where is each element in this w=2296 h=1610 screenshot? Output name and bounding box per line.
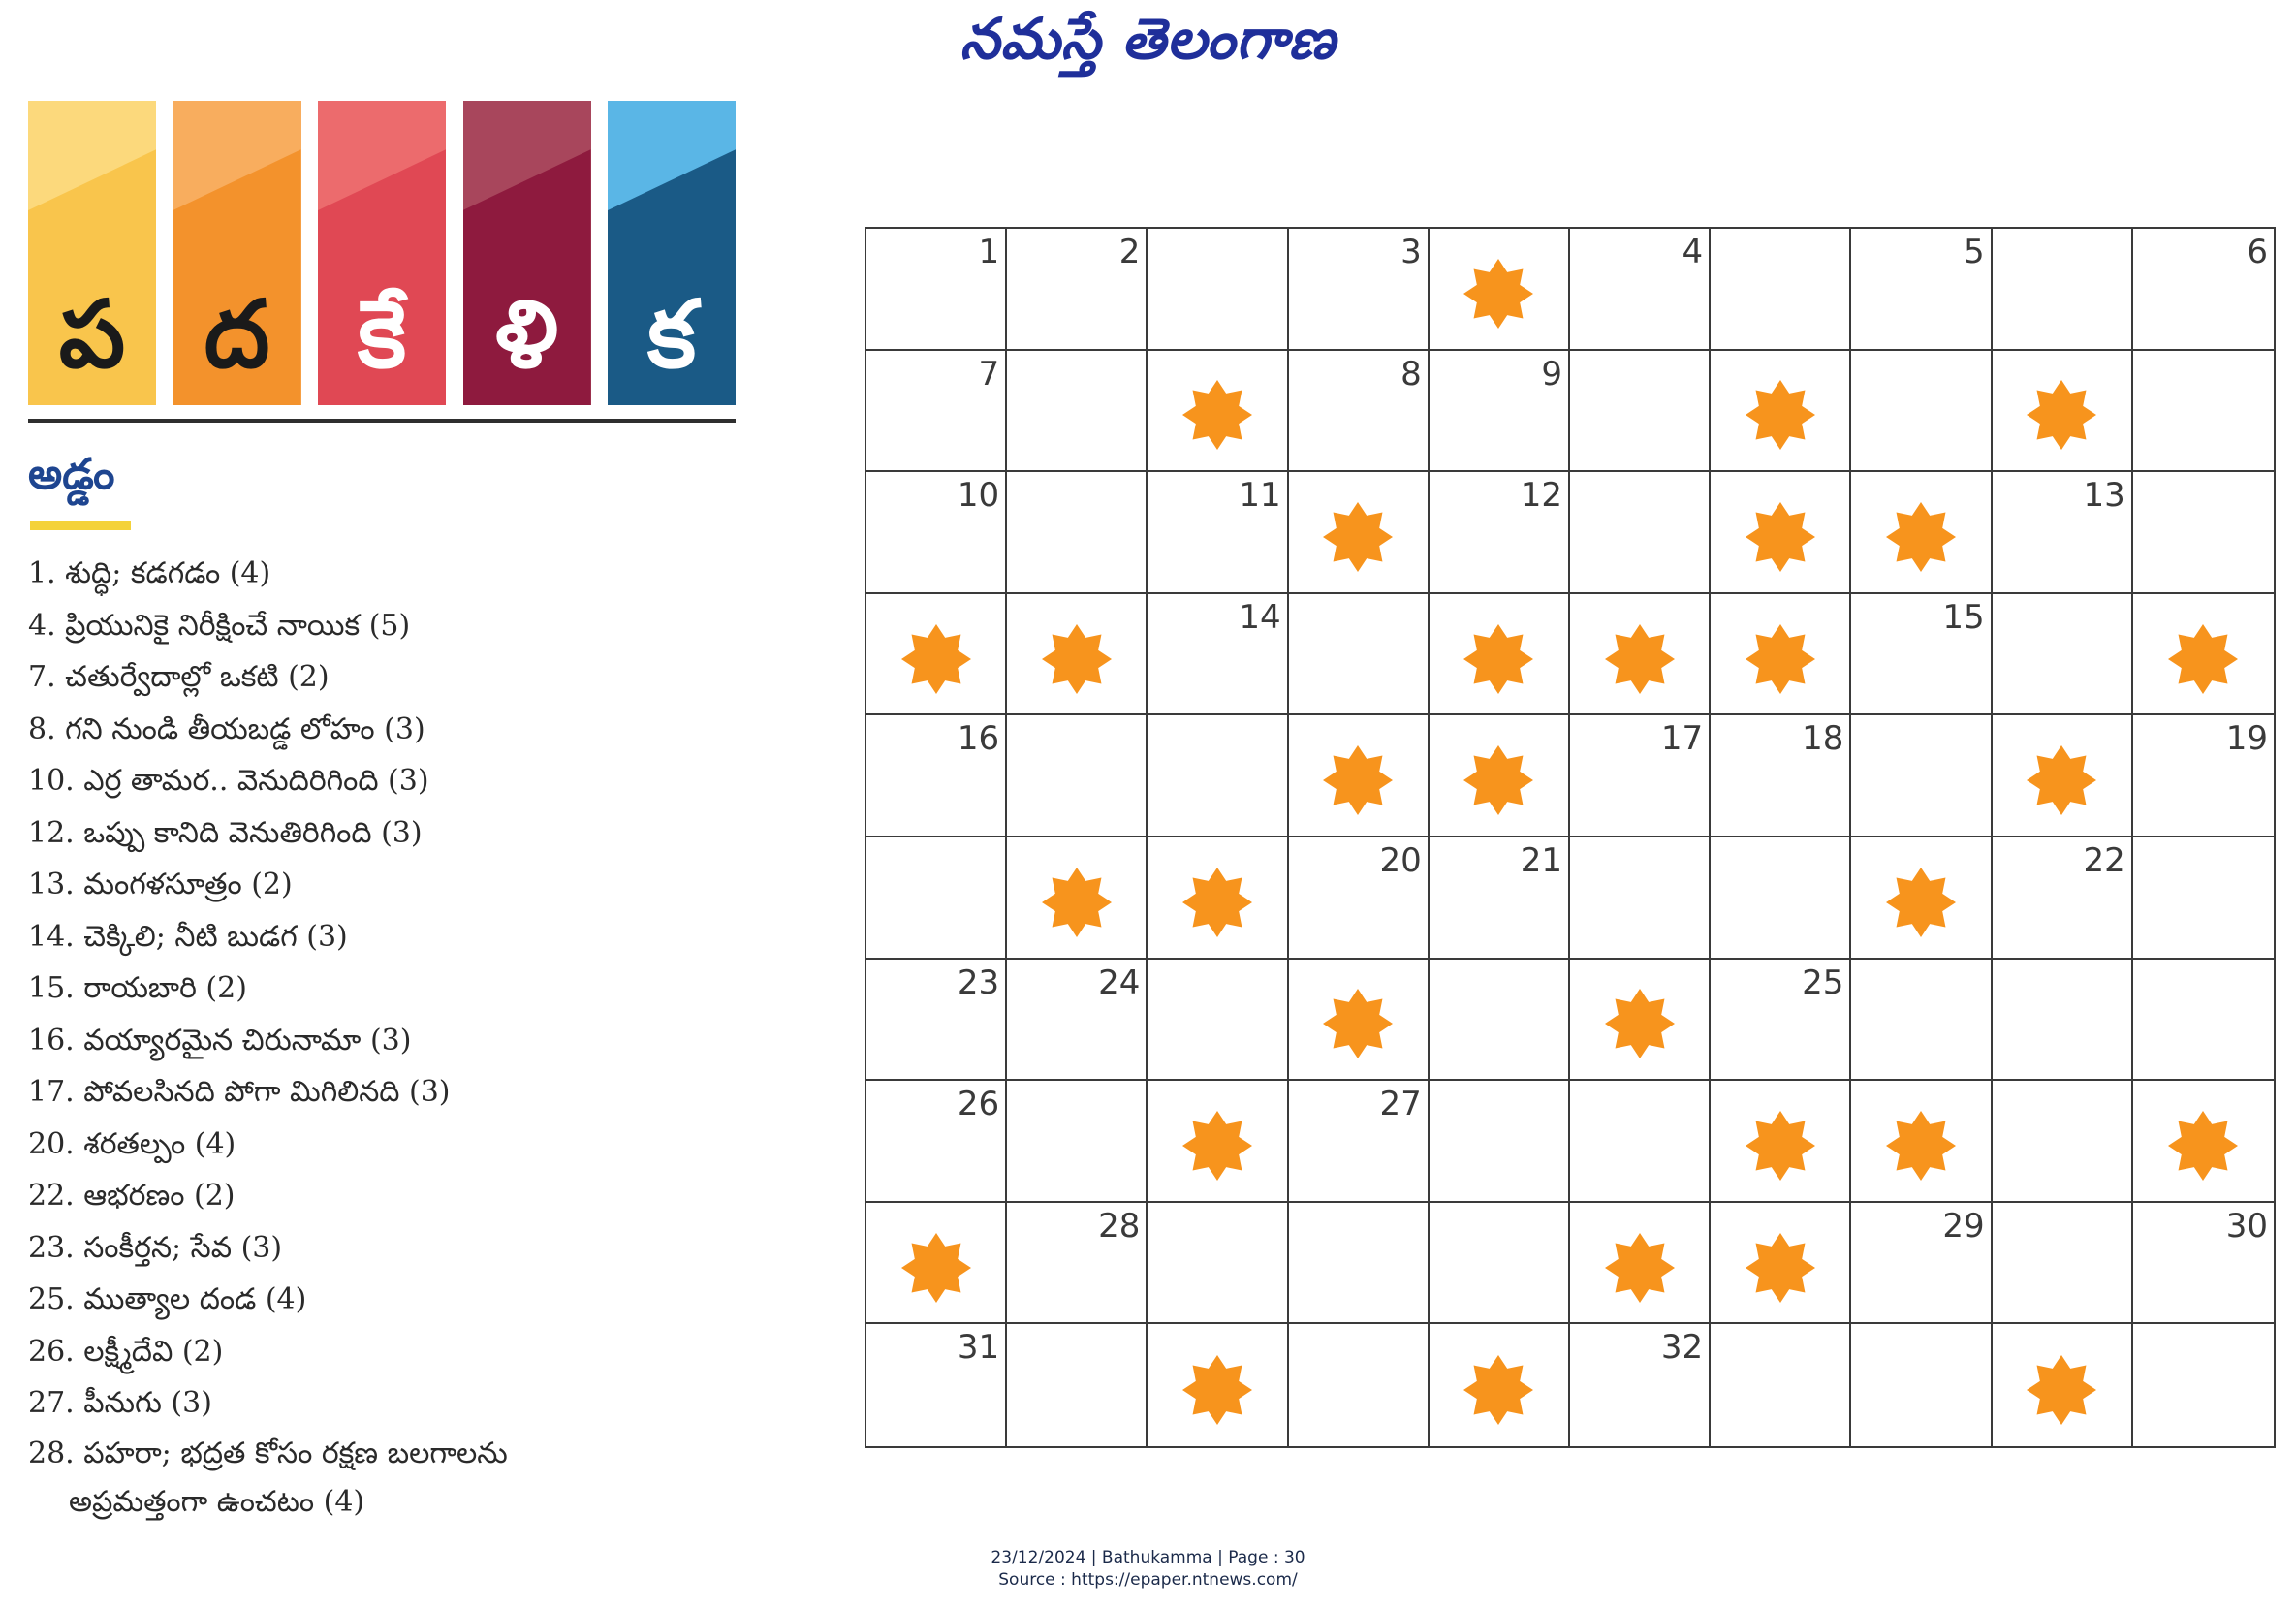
grid-cell-blocked <box>1711 1081 1851 1203</box>
clue-number: 16 <box>957 719 1000 759</box>
across-clue: 12. ఒప్పు కానిది వెనుతిరిగింది (3) <box>28 815 423 850</box>
orange-star-icon <box>1321 743 1395 817</box>
across-clue: 13. మంగళసూత్రం (2) <box>28 868 293 901</box>
grid-cell[interactable] <box>1851 351 1992 473</box>
grid-cell[interactable] <box>1148 1203 1288 1325</box>
orange-star-icon <box>1603 1231 1677 1305</box>
grid-cell[interactable] <box>1007 1324 1148 1446</box>
grid-cell[interactable] <box>1993 472 2133 594</box>
clue-number: 7 <box>978 354 1000 394</box>
grid-cell[interactable] <box>1570 1324 1711 1446</box>
grid-cell[interactable] <box>1289 229 1430 351</box>
footer-source-line: Source : https://epaper.ntnews.com/ <box>998 1570 1298 1590</box>
banner-tile <box>173 101 301 405</box>
orange-star-icon <box>1180 378 1254 452</box>
grid-cell-blocked <box>1570 960 1711 1082</box>
clue-number: 26 <box>957 1085 1000 1124</box>
grid-cell[interactable] <box>1570 1081 1711 1203</box>
grid-cell[interactable] <box>1148 472 1288 594</box>
across-heading-underline <box>30 521 131 530</box>
across-clue: 20. శరతల్పం (4) <box>28 1126 236 1161</box>
grid-cell[interactable] <box>2133 351 2274 473</box>
banner-letter: ద <box>204 280 270 389</box>
grid-cell[interactable] <box>866 229 1007 351</box>
clue-number: 4 <box>1682 233 1704 271</box>
grid-cell[interactable] <box>1993 960 2133 1082</box>
grid-cell[interactable] <box>866 351 1007 473</box>
clue-number: 20 <box>1379 840 1422 880</box>
page-footer <box>0 1547 2296 1592</box>
grid-cell[interactable] <box>1851 229 1992 351</box>
orange-star-icon <box>1884 1109 1958 1183</box>
orange-star-icon <box>1462 743 1535 817</box>
clue-number: 3 <box>1400 233 1422 271</box>
banner-tile <box>608 101 736 405</box>
clue-number: 14 <box>1239 597 1281 637</box>
clue-number: 30 <box>2225 1206 2268 1246</box>
grid-cell[interactable] <box>1007 472 1148 594</box>
grid-cell-blocked <box>1711 472 1851 594</box>
crossword-grid <box>865 227 2276 1448</box>
grid-cell[interactable] <box>1711 837 1851 960</box>
across-clue: 25. ముత్యాల దండ (4) <box>28 1282 307 1316</box>
grid-cell[interactable] <box>1289 351 1430 473</box>
across-clue-list <box>28 548 648 1527</box>
clue-number: 11 <box>1239 476 1281 516</box>
across-clue: 14. చెక్కిలి; నీటి బుడగ (3) <box>28 919 348 954</box>
orange-star-icon <box>1462 1353 1535 1427</box>
grid-cell[interactable] <box>1993 594 2133 716</box>
grid-cell[interactable] <box>1148 229 1288 351</box>
grid-cell-blocked <box>1570 1203 1711 1325</box>
grid-cell-blocked <box>2133 594 2274 716</box>
grid-cell[interactable] <box>2133 715 2274 837</box>
grid-cell[interactable] <box>1993 229 2133 351</box>
banner-letter: ళి <box>495 280 558 389</box>
clue-number: 6 <box>2247 233 2268 271</box>
grid-cell[interactable] <box>1430 837 1570 960</box>
newspaper-masthead: నమస్తే తెలంగాణ <box>959 6 1337 72</box>
clue-number: 17 <box>1660 719 1704 759</box>
footer-date-line: 23/12/2024 | Bathukamma | Page : 30 <box>991 1548 1305 1567</box>
grid-cell[interactable] <box>1007 351 1148 473</box>
across-clue: 28. పహరా; భద్రత కోసం రక్షణ బలగాలను అప్రమత్తంగా ఉంచటం (4) <box>28 1436 508 1519</box>
grid-cell-blocked <box>1430 229 1570 351</box>
orange-star-icon <box>1040 866 1114 939</box>
across-clue: 8. గని నుండి తీయబడ్డ లోహం (3) <box>28 711 425 746</box>
orange-star-icon <box>1884 500 1958 574</box>
orange-star-icon <box>1603 987 1677 1060</box>
grid-cell[interactable] <box>1430 472 1570 594</box>
grid-cell[interactable] <box>1430 1081 1570 1203</box>
clue-number: 27 <box>1379 1085 1422 1124</box>
grid-cell[interactable] <box>2133 1324 2274 1446</box>
orange-star-icon <box>1040 622 1114 696</box>
grid-cell[interactable] <box>1148 715 1288 837</box>
orange-star-icon <box>2025 378 2098 452</box>
orange-star-icon <box>899 622 973 696</box>
banner-tile <box>318 101 446 405</box>
clue-number: 18 <box>1802 719 1844 759</box>
grid-cell[interactable] <box>1148 594 1288 716</box>
grid-cell[interactable] <box>1289 837 1430 960</box>
grid-cell-blocked <box>1289 715 1430 837</box>
grid-cell-blocked <box>1711 1203 1851 1325</box>
grid-cell[interactable] <box>1711 229 1851 351</box>
grid-cell[interactable] <box>1148 960 1288 1082</box>
grid-cell-blocked <box>1851 837 1992 960</box>
banner-letter: కే <box>357 280 407 389</box>
across-clue: 1. శుద్ధి; కడగడం (4) <box>28 556 271 590</box>
grid-cell-blocked <box>1007 594 1148 716</box>
grid-cell-blocked <box>1430 594 1570 716</box>
grid-cell-blocked <box>866 1203 1007 1325</box>
grid-cell[interactable] <box>1711 715 1851 837</box>
across-clue: 22. ఆభరణం (2) <box>28 1179 236 1213</box>
banner-divider <box>28 419 736 423</box>
grid-cell[interactable] <box>1430 1203 1570 1325</box>
orange-star-icon <box>1744 1231 1817 1305</box>
clue-number: 15 <box>1942 597 1985 637</box>
grid-cell-blocked <box>1993 351 2133 473</box>
grid-cell[interactable] <box>1570 837 1711 960</box>
clue-number: 2 <box>1118 233 1141 271</box>
clue-number: 10 <box>957 476 1000 516</box>
grid-cell[interactable] <box>1430 960 1570 1082</box>
clue-number: 25 <box>1802 963 1844 1002</box>
grid-cell-blocked <box>1430 1324 1570 1446</box>
grid-cell[interactable] <box>866 715 1007 837</box>
grid-cell[interactable] <box>1007 960 1148 1082</box>
orange-star-icon <box>1321 500 1395 574</box>
grid-cell[interactable] <box>2133 472 2274 594</box>
grid-cell[interactable] <box>866 960 1007 1082</box>
grid-cell[interactable] <box>1851 1203 1992 1325</box>
banner-letter: ప <box>58 280 126 389</box>
clue-number: 32 <box>1660 1328 1704 1368</box>
orange-star-icon <box>2025 1353 2098 1427</box>
grid-cell[interactable] <box>1007 1081 1148 1203</box>
grid-cell[interactable] <box>2133 960 2274 1082</box>
grid-cell[interactable] <box>1851 960 1992 1082</box>
clue-number: 31 <box>957 1328 1000 1368</box>
across-heading: అడ్డం <box>28 450 115 499</box>
across-clue: 23. సంకీర్తన; సేవ (3) <box>28 1230 283 1265</box>
across-clue: 16. వయ్యారమైన చిరునామా (3) <box>28 1023 412 1058</box>
orange-star-icon <box>1744 500 1817 574</box>
grid-cell[interactable] <box>1007 229 1148 351</box>
grid-cell[interactable] <box>866 1081 1007 1203</box>
orange-star-icon <box>1462 622 1535 696</box>
orange-star-icon <box>1180 1353 1254 1427</box>
orange-star-icon <box>1603 622 1677 696</box>
clue-number: 23 <box>957 963 1000 1002</box>
padakeli-banner <box>28 101 736 405</box>
grid-cell-blocked <box>1007 837 1148 960</box>
across-clue: 26. లక్ష్మీదేవి (2) <box>28 1334 224 1369</box>
grid-cell[interactable] <box>866 1324 1007 1446</box>
grid-cell-blocked <box>1430 715 1570 837</box>
clue-number: 24 <box>1098 963 1141 1002</box>
grid-cell[interactable] <box>1851 1324 1992 1446</box>
banner-letter: క <box>646 280 697 389</box>
orange-star-icon <box>1744 1109 1817 1183</box>
grid-cell[interactable] <box>1289 1081 1430 1203</box>
grid-cell-blocked <box>2133 1081 2274 1203</box>
across-clue: 27. పీనుగు (3) <box>28 1386 212 1420</box>
grid-cell[interactable] <box>1993 1203 2133 1325</box>
orange-star-icon <box>2025 743 2098 817</box>
across-clue: 15. రాయబారి (2) <box>28 971 247 1005</box>
across-clue: 7. చతుర్వేదాల్లో ఒకటి (2) <box>28 660 330 694</box>
grid-cell[interactable] <box>2133 229 2274 351</box>
grid-cell[interactable] <box>1289 1203 1430 1325</box>
banner-tile <box>463 101 591 405</box>
clue-number: 1 <box>978 233 1000 271</box>
grid-cell-blocked <box>1711 351 1851 473</box>
grid-cell[interactable] <box>1289 1324 1430 1446</box>
orange-star-icon <box>2166 1109 2240 1183</box>
grid-cell[interactable] <box>1570 715 1711 837</box>
clue-number: 22 <box>2083 840 2125 880</box>
grid-cell[interactable] <box>1993 837 2133 960</box>
across-clue: 10. ఎర్ర తామర.. వెనుదిరిగింది (3) <box>28 764 429 798</box>
grid-cell[interactable] <box>2133 1203 2274 1325</box>
grid-cell[interactable] <box>1430 351 1570 473</box>
grid-cell-blocked <box>1993 1324 2133 1446</box>
grid-cell[interactable] <box>2133 837 2274 960</box>
grid-cell[interactable] <box>1570 229 1711 351</box>
grid-cell[interactable] <box>1007 1203 1148 1325</box>
grid-cell-blocked <box>1148 351 1288 473</box>
clue-number: 19 <box>2225 719 2268 759</box>
orange-star-icon <box>1180 1109 1254 1183</box>
clue-number: 21 <box>1520 840 1562 880</box>
clue-number: 5 <box>1963 233 1985 271</box>
grid-cell-blocked <box>1289 960 1430 1082</box>
grid-cell-blocked <box>1148 1324 1288 1446</box>
grid-cell[interactable] <box>866 472 1007 594</box>
grid-cell[interactable] <box>1851 594 1992 716</box>
grid-cell-blocked <box>1289 472 1430 594</box>
grid-cell[interactable] <box>866 837 1007 960</box>
orange-star-icon <box>1321 987 1395 1060</box>
clue-number: 8 <box>1400 354 1422 394</box>
grid-cell-blocked <box>1851 1081 1992 1203</box>
grid-cell[interactable] <box>1570 472 1711 594</box>
grid-cell[interactable] <box>1993 1081 2133 1203</box>
orange-star-icon <box>1180 866 1254 939</box>
banner-tile <box>28 101 156 405</box>
across-clue: 4. ప్రియునికై నిరీక్షించే నాయిక (5) <box>28 608 411 643</box>
grid-cell[interactable] <box>1711 960 1851 1082</box>
orange-star-icon <box>1744 622 1817 696</box>
orange-star-icon <box>1462 257 1535 331</box>
grid-cell-blocked <box>1570 594 1711 716</box>
across-clue: 17. పోవలసినది పోగా మిగిలినది (3) <box>28 1075 451 1109</box>
grid-cell-blocked <box>1148 837 1288 960</box>
grid-cell[interactable] <box>1711 1324 1851 1446</box>
orange-star-icon <box>2166 622 2240 696</box>
grid-cell[interactable] <box>1007 715 1148 837</box>
grid-cell-blocked <box>866 594 1007 716</box>
grid-cell-blocked <box>1711 594 1851 716</box>
orange-star-icon <box>1884 866 1958 939</box>
grid-cell-blocked <box>1851 472 1992 594</box>
clue-number: 12 <box>1520 476 1562 516</box>
orange-star-icon <box>899 1231 973 1305</box>
grid-cell[interactable] <box>1851 715 1992 837</box>
grid-cell-blocked <box>1993 715 2133 837</box>
grid-cell[interactable] <box>1289 594 1430 716</box>
clue-number: 28 <box>1098 1206 1141 1246</box>
grid-cell[interactable] <box>1570 351 1711 473</box>
clue-number: 13 <box>2083 476 2125 516</box>
grid-cell-blocked <box>1148 1081 1288 1203</box>
clue-number: 29 <box>1942 1206 1985 1246</box>
clue-number: 9 <box>1541 354 1562 394</box>
orange-star-icon <box>1744 378 1817 452</box>
